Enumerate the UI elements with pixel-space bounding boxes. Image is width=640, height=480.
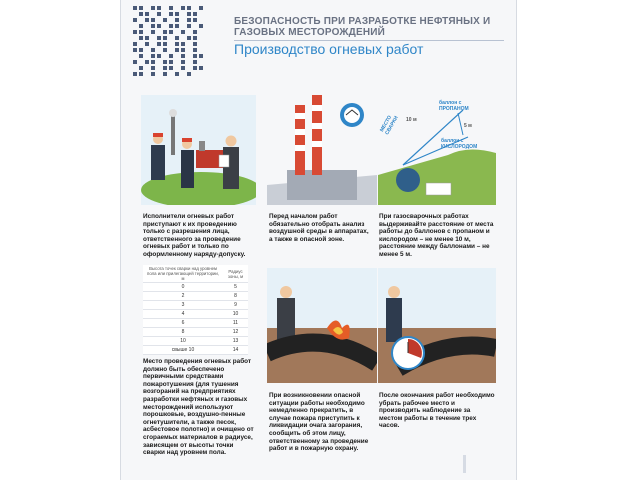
- pixel-square: [193, 30, 197, 34]
- pixel-square: [151, 6, 155, 10]
- pixel-square: [169, 60, 173, 64]
- pixel-square: [139, 36, 143, 40]
- pixel-square: [193, 18, 197, 22]
- pixel-square: [175, 42, 179, 46]
- pixel-square: [151, 54, 155, 58]
- table-row: [143, 310, 248, 319]
- label-oxygen: баллон с КИСЛОРОДОМ: [441, 138, 478, 150]
- pixel-square: [193, 60, 197, 64]
- caption-permit: Исполнители огневых работ приступают к их проведению только с разрешения лица, ответственного за проведение огневых работ и только по оформленному наряду-допуску.: [143, 213, 246, 258]
- pixel-square: [193, 54, 197, 58]
- pixel-square: [163, 36, 167, 40]
- table-row: [143, 301, 248, 310]
- pixel-square: [139, 54, 143, 58]
- pixel-square: [151, 60, 155, 64]
- table-header-height: Высота точек сварки над уровнем пола или прилегающей территории, м: [143, 265, 223, 283]
- table-row: [143, 283, 248, 292]
- table-cell-radius: 11: [223, 319, 248, 328]
- pixel-square: [187, 12, 191, 16]
- pixel-square: [199, 54, 203, 58]
- pixel-square: [139, 12, 143, 16]
- pixel-square: [175, 24, 179, 28]
- pixel-square: [151, 72, 155, 76]
- pixel-square: [151, 18, 155, 22]
- pixel-square: [187, 24, 191, 28]
- pixel-square: [175, 36, 179, 40]
- pixel-square: [199, 66, 203, 70]
- pixel-square: [133, 30, 137, 34]
- pixel-square: [151, 30, 155, 34]
- pixel-square: [133, 48, 137, 52]
- table-cell-height: 10: [143, 337, 223, 346]
- label-propane: баллон с ПРОПАНОМ: [439, 100, 469, 112]
- page-subtitle: Производство огневых работ: [234, 41, 424, 57]
- table-cell-height: 4: [143, 310, 223, 319]
- table-row: [143, 346, 248, 355]
- pixel-square: [193, 66, 197, 70]
- table-cell-radius: 12: [223, 328, 248, 337]
- table-cell-height: 0: [143, 283, 223, 292]
- pixel-square: [163, 42, 167, 46]
- pixel-square: [157, 42, 161, 46]
- pixel-square: [145, 60, 149, 64]
- illustration-chimneys: [267, 95, 377, 205]
- pixel-square: [145, 42, 149, 46]
- pixel-square: [187, 36, 191, 40]
- pixel-square: [187, 18, 191, 22]
- pixel-square: [139, 30, 143, 34]
- scrollbar-stub: [463, 455, 466, 473]
- table-cell-height: 2: [143, 292, 223, 301]
- pixel-square: [175, 48, 179, 52]
- pixel-square: [199, 6, 203, 10]
- table-cell-radius: 10: [223, 310, 248, 319]
- table-cell-radius: 8: [223, 292, 248, 301]
- illustration-workers: [141, 95, 256, 205]
- pixel-square: [181, 60, 185, 64]
- table-cell-radius: 14: [223, 346, 248, 355]
- label-welding-place: МЕСТО СВАРКИ: [379, 114, 400, 136]
- pixel-square: [187, 6, 191, 10]
- table-row: [143, 328, 248, 337]
- pixel-square: [169, 54, 173, 58]
- pixel-square: [133, 72, 137, 76]
- illustration-clock-pipeline: [378, 268, 496, 383]
- pixel-square: [193, 36, 197, 40]
- label-10m: 10 м: [406, 117, 417, 123]
- table-row: [143, 292, 248, 301]
- pixel-square: [181, 42, 185, 46]
- pixel-square: [139, 24, 143, 28]
- pixel-square: [157, 24, 161, 28]
- pixel-square: [133, 6, 137, 10]
- pixel-square: [157, 36, 161, 40]
- pixel-square: [139, 48, 143, 52]
- pixel-square: [151, 66, 155, 70]
- pixel-square: [169, 30, 173, 34]
- pixel-square: [145, 18, 149, 22]
- pixel-square: [163, 18, 167, 22]
- label-5m: 5 м: [464, 123, 472, 129]
- pixel-square: [163, 60, 167, 64]
- pixel-square: [139, 66, 143, 70]
- pixel-square: [157, 54, 161, 58]
- pixel-square: [133, 18, 137, 22]
- caption-after-work: После окончания работ необходимо убрать рабочее место и производить наблюдение за местом работы в течение трех часов.: [379, 392, 495, 430]
- pixel-square: [163, 30, 167, 34]
- caption-fire-equipment: Место проведения огневых работ должно быть обеспечено первичными средствами пожаротушения (для тушения возгораний на предприятиях разработки нефтяных и газовых месторождений используют порошковые, воздушно-пенные огнетушители, а также песок, асбестовое полотно) и очищено от сгораемых материалов в радиусе, зависящем от высоты точки сварки над уровнем пола.: [143, 358, 254, 457]
- table-cell-radius: 9: [223, 301, 248, 310]
- safety-poster: [120, 0, 517, 480]
- pixel-square: [169, 24, 173, 28]
- pixel-square: [169, 6, 173, 10]
- pixel-square: [181, 54, 185, 58]
- pixel-square: [163, 48, 167, 52]
- pixel-square: [157, 6, 161, 10]
- pixel-square: [187, 72, 191, 76]
- table-cell-height: 3: [143, 301, 223, 310]
- table-cell-radius: 13: [223, 337, 248, 346]
- caption-gas-welding: При газосварочных работах выдерживайте расстояние от места работы до баллонов с пропаном и кислородом – не менее 10 м, расстояние между баллонами – не менее 5 м.: [379, 213, 494, 258]
- caption-emergency: При возникновении опасной ситуации работы необходимо немедленно прекратить, в случае пожара приступить к ликвидации очага загорания, сообщить об этом лицу, ответственному за проведение работ и в пожарную охрану.: [269, 392, 369, 453]
- radius-table: [143, 265, 248, 355]
- pixel-square: [163, 72, 167, 76]
- pixel-square: [181, 6, 185, 10]
- pixel-square: [181, 30, 185, 34]
- pixel-square: [139, 72, 143, 76]
- table-header-radius: Радиус зоны, м: [223, 265, 248, 283]
- page-title: БЕЗОПАСНОСТЬ ПРИ РАЗРАБОТКЕ НЕФТЯНЫХ И ГАЗОВЫХ МЕСТОРОЖДЕНИЙ: [234, 16, 491, 38]
- table-cell-height: 6: [143, 319, 223, 328]
- pixel-square: [169, 66, 173, 70]
- illustration-fire-pipeline: [267, 268, 377, 383]
- pixel-square: [181, 66, 185, 70]
- pixel-square: [145, 12, 149, 16]
- pixel-square: [199, 24, 203, 28]
- pixel-square: [175, 18, 179, 22]
- pixel-square: [145, 36, 149, 40]
- pixel-square: [133, 42, 137, 46]
- table-cell-height: свыше 10: [143, 346, 223, 355]
- table-row: [143, 337, 248, 346]
- table-cell-height: 8: [143, 328, 223, 337]
- pixel-square: [175, 12, 179, 16]
- pixel-square: [193, 12, 197, 16]
- pixel-square: [157, 12, 161, 16]
- pixel-square: [193, 42, 197, 46]
- pixel-square: [193, 48, 197, 52]
- table-cell-radius: 5: [223, 283, 248, 292]
- pixel-square: [169, 12, 173, 16]
- pixel-square: [175, 72, 179, 76]
- table-row: [143, 319, 248, 328]
- pixel-square: [163, 66, 167, 70]
- pixel-square: [151, 48, 155, 52]
- pixel-square: [133, 60, 137, 64]
- caption-air-analysis: Перед началом работ обязательно отобрать анализ воздушной среды в аппаратах, а также в опасной зоне.: [269, 213, 369, 243]
- pixel-square: [139, 6, 143, 10]
- pixel-square: [181, 48, 185, 52]
- pixel-square: [151, 24, 155, 28]
